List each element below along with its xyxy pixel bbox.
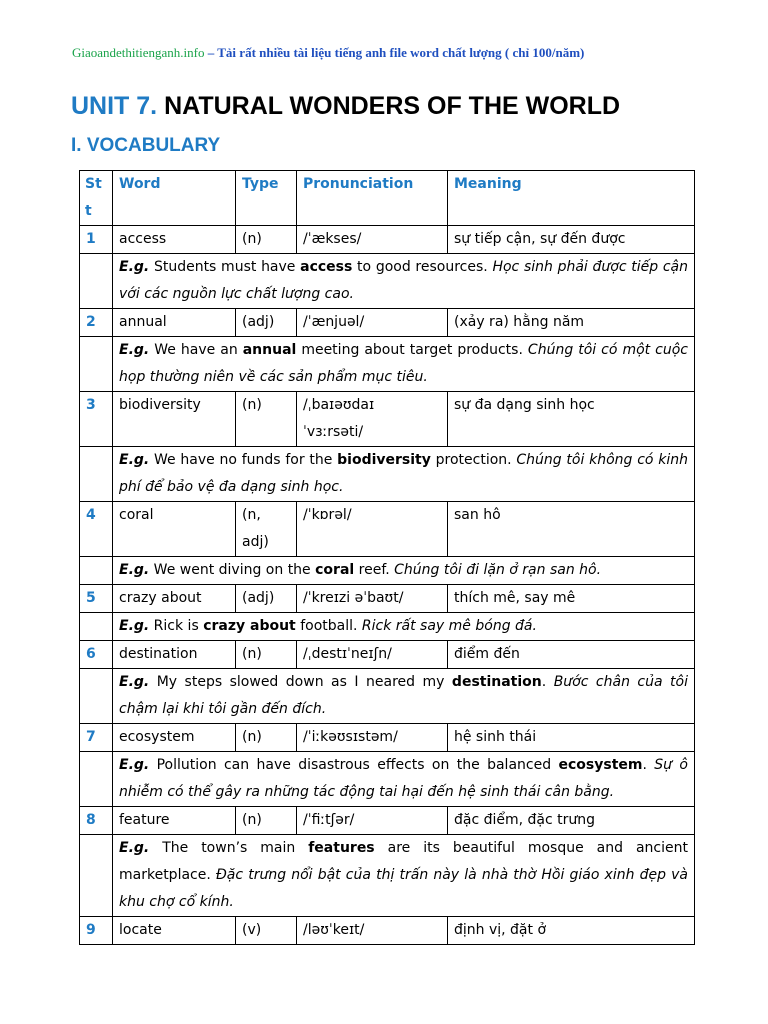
meaning-cell: điểm đến — [448, 641, 695, 669]
type-cell: (adj) — [236, 585, 297, 613]
header-meaning: Meaning — [448, 171, 695, 226]
blank-cell — [80, 613, 113, 641]
meaning-cell: thích mê, say mê — [448, 585, 695, 613]
example-row — [80, 337, 695, 392]
header-tagline: – Tải rất nhiều tài liệu tiếng anh file word chất lượng ( chỉ 100/năm) — [204, 45, 585, 60]
pronunciation-cell: /ˈænjuəl/ — [297, 309, 448, 337]
header-stt: St t — [80, 171, 113, 226]
word-cell: destination — [113, 641, 236, 669]
type-line: adj) — [242, 534, 269, 550]
eg-label: E.g. — [119, 452, 150, 468]
example-translation: Học sinh phải được tiếp cận với các nguồn lực chất lượng cao. — [119, 259, 689, 302]
example-text: We have an — [149, 342, 243, 358]
table-header-row — [80, 171, 695, 226]
example-text: We have no funds for the — [149, 452, 338, 468]
pronunciation-line: /ˌbaɪəʊdaɪ — [303, 397, 375, 413]
header-word: Word — [113, 171, 236, 226]
example-keyword: features — [308, 840, 375, 856]
type-cell — [236, 502, 297, 557]
table-row — [80, 502, 695, 557]
table-row — [80, 392, 695, 447]
example-keyword: ecosystem — [558, 757, 643, 773]
example-cell — [113, 752, 695, 807]
example-text: Students must have — [149, 259, 301, 275]
eg-label: E.g. — [119, 618, 150, 634]
header-pronunciation: Pronunciation — [297, 171, 448, 226]
vocabulary-table — [79, 170, 695, 945]
example-text: The town’s main — [149, 840, 309, 856]
example-translation: Chúng tôi đi lặn ở rạn san hô. — [394, 562, 602, 578]
type-cell: (n) — [236, 641, 297, 669]
example-text: meeting about target products. — [296, 342, 528, 358]
example-keyword: annual — [242, 342, 297, 358]
example-text: We went diving on the — [149, 562, 316, 578]
row-number: 2 — [80, 309, 113, 337]
table-row — [80, 641, 695, 669]
example-text: to good resources. — [352, 259, 493, 275]
example-row — [80, 254, 695, 309]
blank-cell — [80, 337, 113, 392]
pronunciation-cell: /ˈkɒrəl/ — [297, 502, 448, 557]
example-text: Rick is — [149, 618, 204, 634]
row-number: 3 — [80, 392, 113, 447]
meaning-cell: định vị, đặt ở — [448, 917, 695, 945]
word-cell: access — [113, 226, 236, 254]
row-number: 6 — [80, 641, 113, 669]
eg-label: E.g. — [119, 562, 150, 578]
meaning-cell: đặc điểm, đặc trưng — [448, 807, 695, 835]
page-header — [72, 45, 584, 61]
eg-label: E.g. — [119, 757, 150, 773]
pronunciation-cell: /ləʊˈkeɪt/ — [297, 917, 448, 945]
row-number: 1 — [80, 226, 113, 254]
pronunciation-cell — [297, 392, 448, 447]
table-row — [80, 807, 695, 835]
example-keyword: crazy about — [203, 618, 296, 634]
type-cell: (n) — [236, 807, 297, 835]
word-cell: annual — [113, 309, 236, 337]
word-cell: ecosystem — [113, 724, 236, 752]
example-text: are its beautiful mosque and ancient marketplace. — [119, 840, 688, 883]
table-row — [80, 917, 695, 945]
unit-number: UNIT 7. — [71, 92, 158, 120]
example-row — [80, 669, 695, 724]
pronunciation-cell: /ˌdestɪˈneɪʃn/ — [297, 641, 448, 669]
blank-cell — [80, 835, 113, 917]
blank-cell — [80, 557, 113, 585]
blank-cell — [80, 669, 113, 724]
example-cell — [113, 669, 695, 724]
example-text: . — [642, 757, 655, 773]
type-line: (n, — [242, 507, 261, 523]
table-row — [80, 724, 695, 752]
example-cell — [113, 337, 695, 392]
example-row — [80, 752, 695, 807]
example-text: Pollution can have disastrous effects on the balanced — [149, 757, 559, 773]
row-number: 4 — [80, 502, 113, 557]
example-text: . — [541, 674, 554, 690]
type-cell: (n) — [236, 724, 297, 752]
example-cell — [113, 557, 695, 585]
meaning-cell: (xảy ra) hằng năm — [448, 309, 695, 337]
example-cell — [113, 835, 695, 917]
table-row — [80, 309, 695, 337]
eg-label: E.g. — [119, 674, 150, 690]
example-cell — [113, 254, 695, 309]
blank-cell — [80, 447, 113, 502]
pronunciation-cell: /ˈækses/ — [297, 226, 448, 254]
example-keyword: access — [300, 259, 353, 275]
example-text: My steps slowed down as I neared my — [149, 674, 452, 690]
example-text: protection. — [430, 452, 517, 468]
unit-title — [71, 92, 620, 121]
meaning-cell: hệ sinh thái — [448, 724, 695, 752]
type-cell: (n) — [236, 226, 297, 254]
word-cell: crazy about — [113, 585, 236, 613]
meaning-cell: sự đa dạng sinh học — [448, 392, 695, 447]
type-cell: (n) — [236, 392, 297, 447]
pronunciation-cell: /ˈkreɪzi əˈbaʊt/ — [297, 585, 448, 613]
example-text: football. — [295, 618, 362, 634]
word-cell: biodiversity — [113, 392, 236, 447]
table-row — [80, 226, 695, 254]
pronunciation-line: ˈvɜːrsəti/ — [303, 424, 364, 440]
example-translation: Đặc trưng nổi bật của thị trấn này là nhà thờ Hồi giáo xinh đẹp và khu chợ cổ kính. — [119, 867, 689, 910]
blank-cell — [80, 254, 113, 309]
eg-label: E.g. — [119, 342, 150, 358]
example-translation: Rick rất say mê bóng đá. — [361, 618, 537, 634]
blank-cell — [80, 752, 113, 807]
section-heading: I. VOCABULARY — [71, 135, 221, 156]
meaning-cell: san hô — [448, 502, 695, 557]
type-cell: (adj) — [236, 309, 297, 337]
example-row — [80, 835, 695, 917]
pronunciation-cell: /ˈfiːtʃər/ — [297, 807, 448, 835]
row-number: 5 — [80, 585, 113, 613]
example-translation: Chúng tôi không có kinh phí để bảo vệ đa dạng sinh học. — [119, 452, 688, 495]
example-row — [80, 557, 695, 585]
example-translation: Bước chân của tôi chậm lại khi tôi gần đến đích. — [119, 674, 689, 717]
row-number: 7 — [80, 724, 113, 752]
eg-label: E.g. — [119, 840, 150, 856]
example-cell — [113, 613, 695, 641]
eg-label: E.g. — [119, 259, 150, 275]
row-number: 9 — [80, 917, 113, 945]
unit-name: NATURAL WONDERS OF THE WORLD — [157, 92, 621, 120]
example-row — [80, 613, 695, 641]
word-cell: feature — [113, 807, 236, 835]
header-type: Type — [236, 171, 297, 226]
example-text: reef. — [354, 562, 395, 578]
example-keyword: coral — [315, 562, 355, 578]
meaning-cell: sự tiếp cận, sự đến được — [448, 226, 695, 254]
row-number: 8 — [80, 807, 113, 835]
example-keyword: biodiversity — [337, 452, 431, 468]
word-cell: coral — [113, 502, 236, 557]
example-cell — [113, 447, 695, 502]
table-row — [80, 585, 695, 613]
pronunciation-cell: /ˈiːkəʊsɪstəm/ — [297, 724, 448, 752]
site-name[interactable]: Giaoandethitienganh.info — [72, 45, 205, 60]
type-cell: (v) — [236, 917, 297, 945]
word-cell: locate — [113, 917, 236, 945]
example-row — [80, 447, 695, 502]
example-translation: Sự ô nhiễm có thể gây ra những tác động tai hại đến hệ sinh thái cân bằng. — [119, 757, 688, 800]
example-translation: Chúng tôi có một cuộc họp thường niên về các sản phẩm mục tiêu. — [119, 342, 688, 385]
example-keyword: destination — [451, 674, 542, 690]
